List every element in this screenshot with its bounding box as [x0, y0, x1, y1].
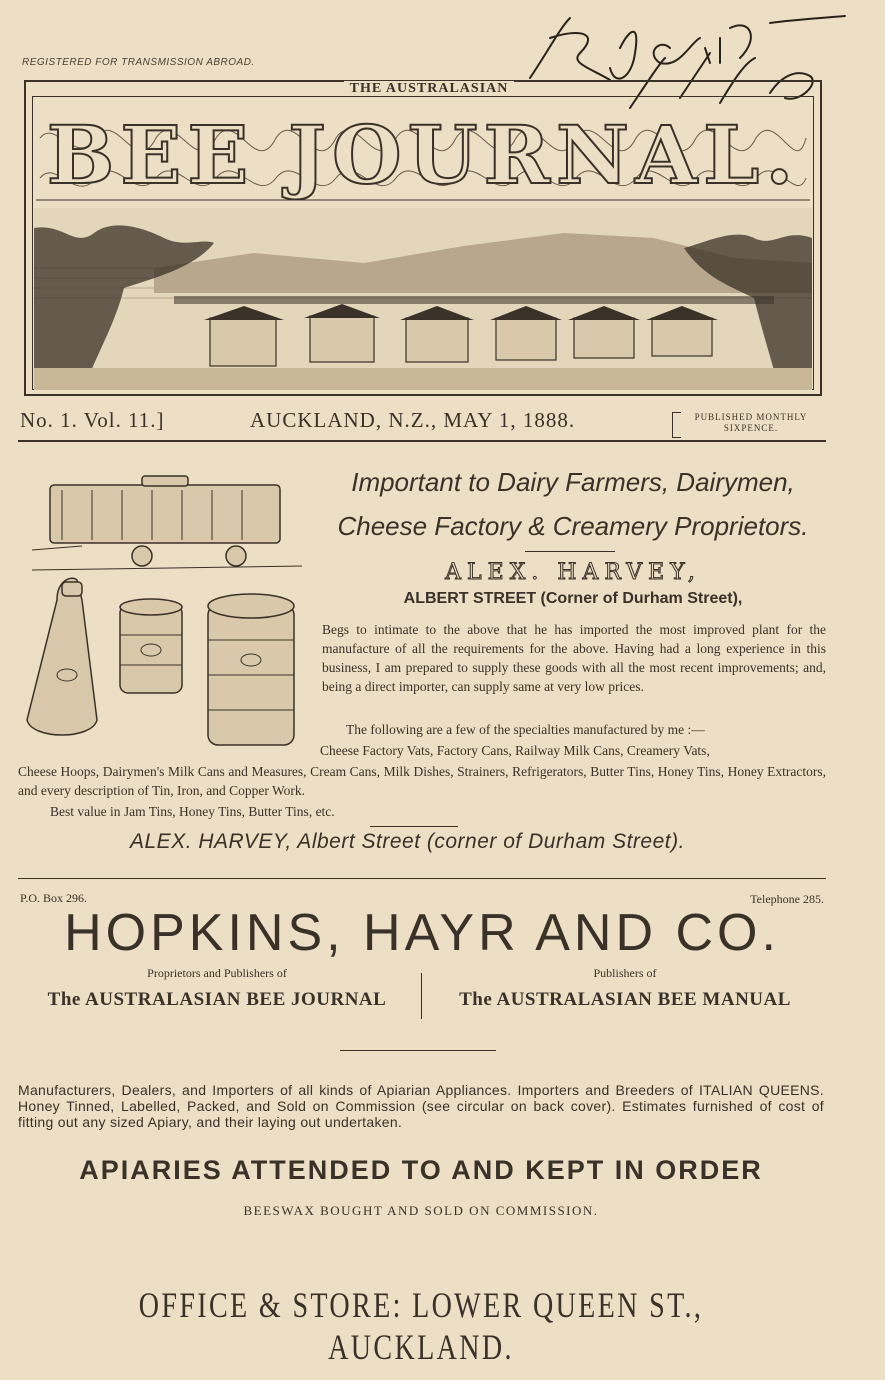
published-monthly — [676, 412, 826, 434]
harvey-name: ALEX. HARVEY, — [445, 560, 701, 585]
harvey-headline-line-1: Important to Dairy Farmers, Dairymen, — [351, 467, 795, 497]
manufacturers-text: Manufacturers, Dealers, and Importers of all kinds of Apiarian Appliances. Importers and Breeders of ITALIAN QUEENS. Honey Tinned, Labelled, Packed, and Sold on Commission (see circular on back cover). Estimates furnished of cost of fitting out any sized Apiary, and their laying out undertaken. — [18, 1082, 824, 1130]
manual-caption: Publishers of — [593, 966, 657, 980]
firm-name: HOPKINS, HAYR AND CO. — [64, 904, 780, 962]
beeswax-line: BEESWAX BOUGHT AND SOLD ON COMMISSION. — [243, 1203, 599, 1218]
harvey-headline — [318, 460, 828, 548]
harvey-signature-line: ALEX. HARVEY, Albert Street (corner of Durham Street). — [130, 830, 685, 853]
masthead-title: BEE JOURNAL. — [46, 108, 800, 202]
published-line-2: SIXPENCE. — [723, 423, 779, 433]
hopkins-divider — [340, 1050, 496, 1051]
harvey-paragraph-3: Cheese Factory Vats, Factory Cans, Railway Milk Cans, Creamery Vats, — [320, 743, 710, 758]
registered-notice: REGISTERED FOR TRANSMISSION ABROAD. — [22, 57, 255, 68]
issue-place-date: AUCKLAND, N.Z., MAY 1, 1888. — [250, 408, 576, 432]
published-line-1: PUBLISHED MONTHLY — [694, 412, 808, 422]
harvey-rule-2 — [370, 826, 458, 827]
harvey-divider — [525, 551, 615, 552]
harvey-paragraph-5: Best value in Jam Tins, Honey Tins, Butter Tins, etc. — [50, 804, 335, 819]
journal-column — [18, 966, 416, 1011]
harvey-paragraph-4: Cheese Hoops, Dairymen's Milk Cans and Measures, Cream Cans, Milk Dishes, Strainers, Refrigerators, Butter Tins, Honey Tins, Honey Extractors, and every description of Tin, Iron, and Copper Work. — [18, 764, 826, 798]
harvey-headline-line-2: Cheese Factory & Creamery Proprietors. — [337, 511, 809, 541]
masthead-kicker: THE AUSTRALASIAN — [0, 81, 858, 97]
journal-title: The AUSTRALASIAN BEE JOURNAL — [47, 989, 387, 1010]
harvey-address: ALBERT STREET (Corner of Durham Street), — [403, 590, 743, 607]
header-rule — [18, 440, 826, 442]
po-box: P.O. Box 296. — [20, 891, 88, 905]
section-rule — [18, 878, 826, 879]
journal-caption: Proprietors and Publishers of — [147, 966, 287, 980]
column-divider — [421, 973, 422, 1019]
telephone: Telephone 285. — [750, 892, 824, 906]
harvey-paragraph-1: Begs to intimate to the above that he has imported the most improved plant for the manufacture of all the requirements for the above. Having had a long experience in this business, I am prepared to supply these goods with all the most recent improvements; and, being a direct importer, can supply same at very low prices. — [322, 622, 826, 694]
harvey-paragraph-2: The following are a few of the specialties manufactured by me :— — [346, 722, 705, 737]
manual-title: The AUSTRALASIAN BEE MANUAL — [459, 989, 791, 1010]
apiary-illustration — [34, 208, 812, 390]
dairy-equipment-illustration — [22, 470, 312, 760]
office-address: OFFICE & STORE: LOWER QUEEN ST., AUCKLAND. — [138, 1285, 704, 1367]
apiaries-banner: APIARIES ATTENDED TO AND KEPT IN ORDER — [79, 1155, 763, 1185]
issue-number: No. 1. Vol. 11.] — [20, 408, 165, 432]
manual-column — [424, 966, 826, 1011]
